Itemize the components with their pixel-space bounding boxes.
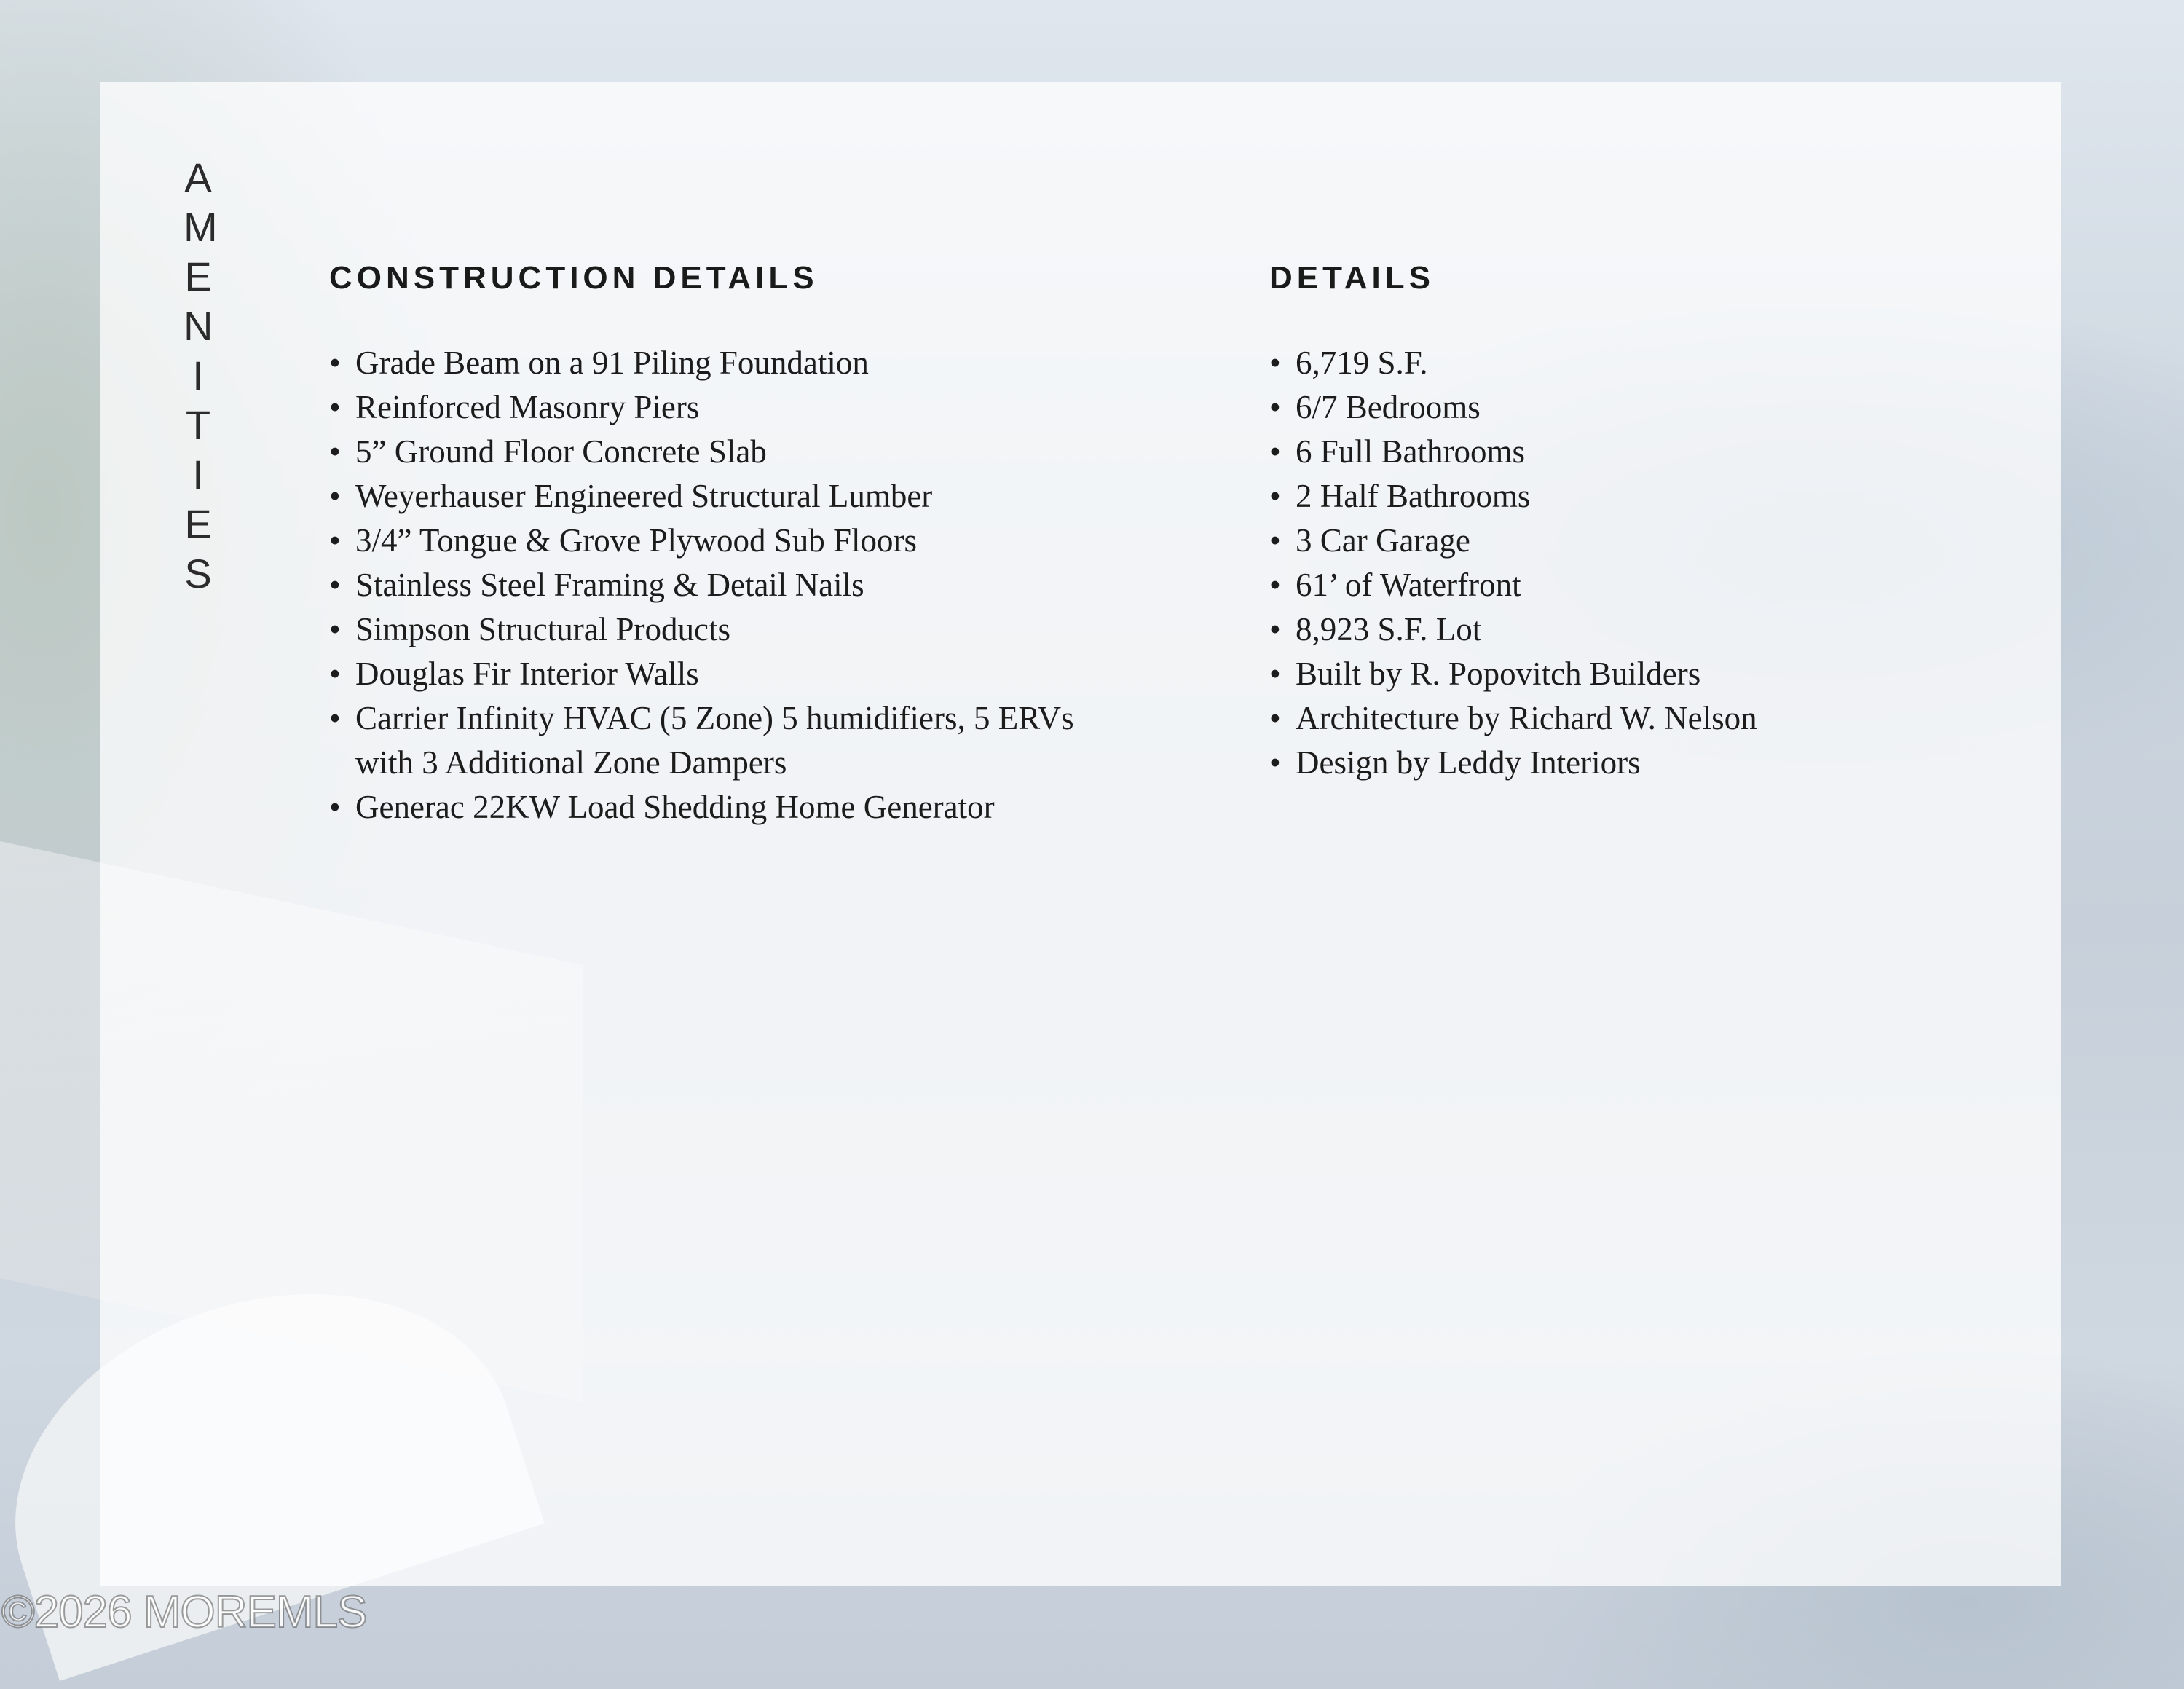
list-item: • Carrier Infinity HVAC (5 Zone) 5 humidifiers, 5 ERVs with 3 Additional Zone Dampers	[329, 696, 1127, 785]
list-item: • Architecture by Richard W. Nelson	[1269, 696, 2070, 741]
list-item: • Grade Beam on a 91 Piling Foundation	[329, 341, 1203, 385]
side-title-letter: I	[192, 452, 204, 497]
details-section	[1269, 253, 2070, 785]
construction-details-heading: CONSTRUCTION DETAILS	[329, 260, 819, 296]
list-item: • Reinforced Masonry Piers	[329, 385, 1203, 430]
list-item: • 6/7 Bedrooms	[1269, 385, 2070, 430]
list-item: • 6 Full Bathrooms	[1269, 430, 2070, 474]
side-title-letter: T	[185, 402, 211, 448]
list-item: • 8,923 S.F. Lot	[1269, 607, 2070, 652]
list-item: • 61’ of Waterfront	[1269, 563, 2070, 607]
list-item: • 2 Half Bathrooms	[1269, 474, 2070, 519]
list-item: • 5” Ground Floor Concrete Slab	[329, 430, 1203, 474]
construction-details-section	[329, 253, 1203, 830]
list-item: • Simpson Structural Products	[329, 607, 1203, 652]
side-title-amenities	[184, 153, 218, 599]
side-title-letter: E	[184, 501, 212, 547]
copyright-watermark: ©2026 MOREMLS	[1, 1587, 367, 1637]
construction-details-list	[329, 341, 1203, 830]
side-title-letter: E	[184, 253, 212, 299]
list-item: • Generac 22KW Load Shedding Home Generator	[329, 785, 1203, 830]
list-item: • Stainless Steel Framing & Detail Nails	[329, 563, 1203, 607]
side-title-letter: I	[192, 353, 204, 398]
list-item: • 3/4” Tongue & Grove Plywood Sub Floors	[329, 519, 1203, 563]
details-heading: DETAILS	[1269, 260, 1435, 296]
list-item: • 3 Car Garage	[1269, 519, 2070, 563]
list-item: • Design by Leddy Interiors	[1269, 741, 2070, 785]
details-list	[1269, 341, 2070, 785]
list-item: • Built by R. Popovitch Builders	[1269, 652, 2070, 696]
list-item: • Douglas Fir Interior Walls	[329, 652, 1203, 696]
list-item: • 6,719 S.F.	[1269, 341, 2070, 385]
side-title-letter: M	[184, 204, 218, 250]
side-title-letter: N	[184, 303, 213, 349]
side-title-letter: A	[184, 154, 212, 200]
list-item: • Weyerhauser Engineered Structural Lumber	[329, 474, 1203, 519]
side-title-letter: S	[184, 551, 212, 597]
